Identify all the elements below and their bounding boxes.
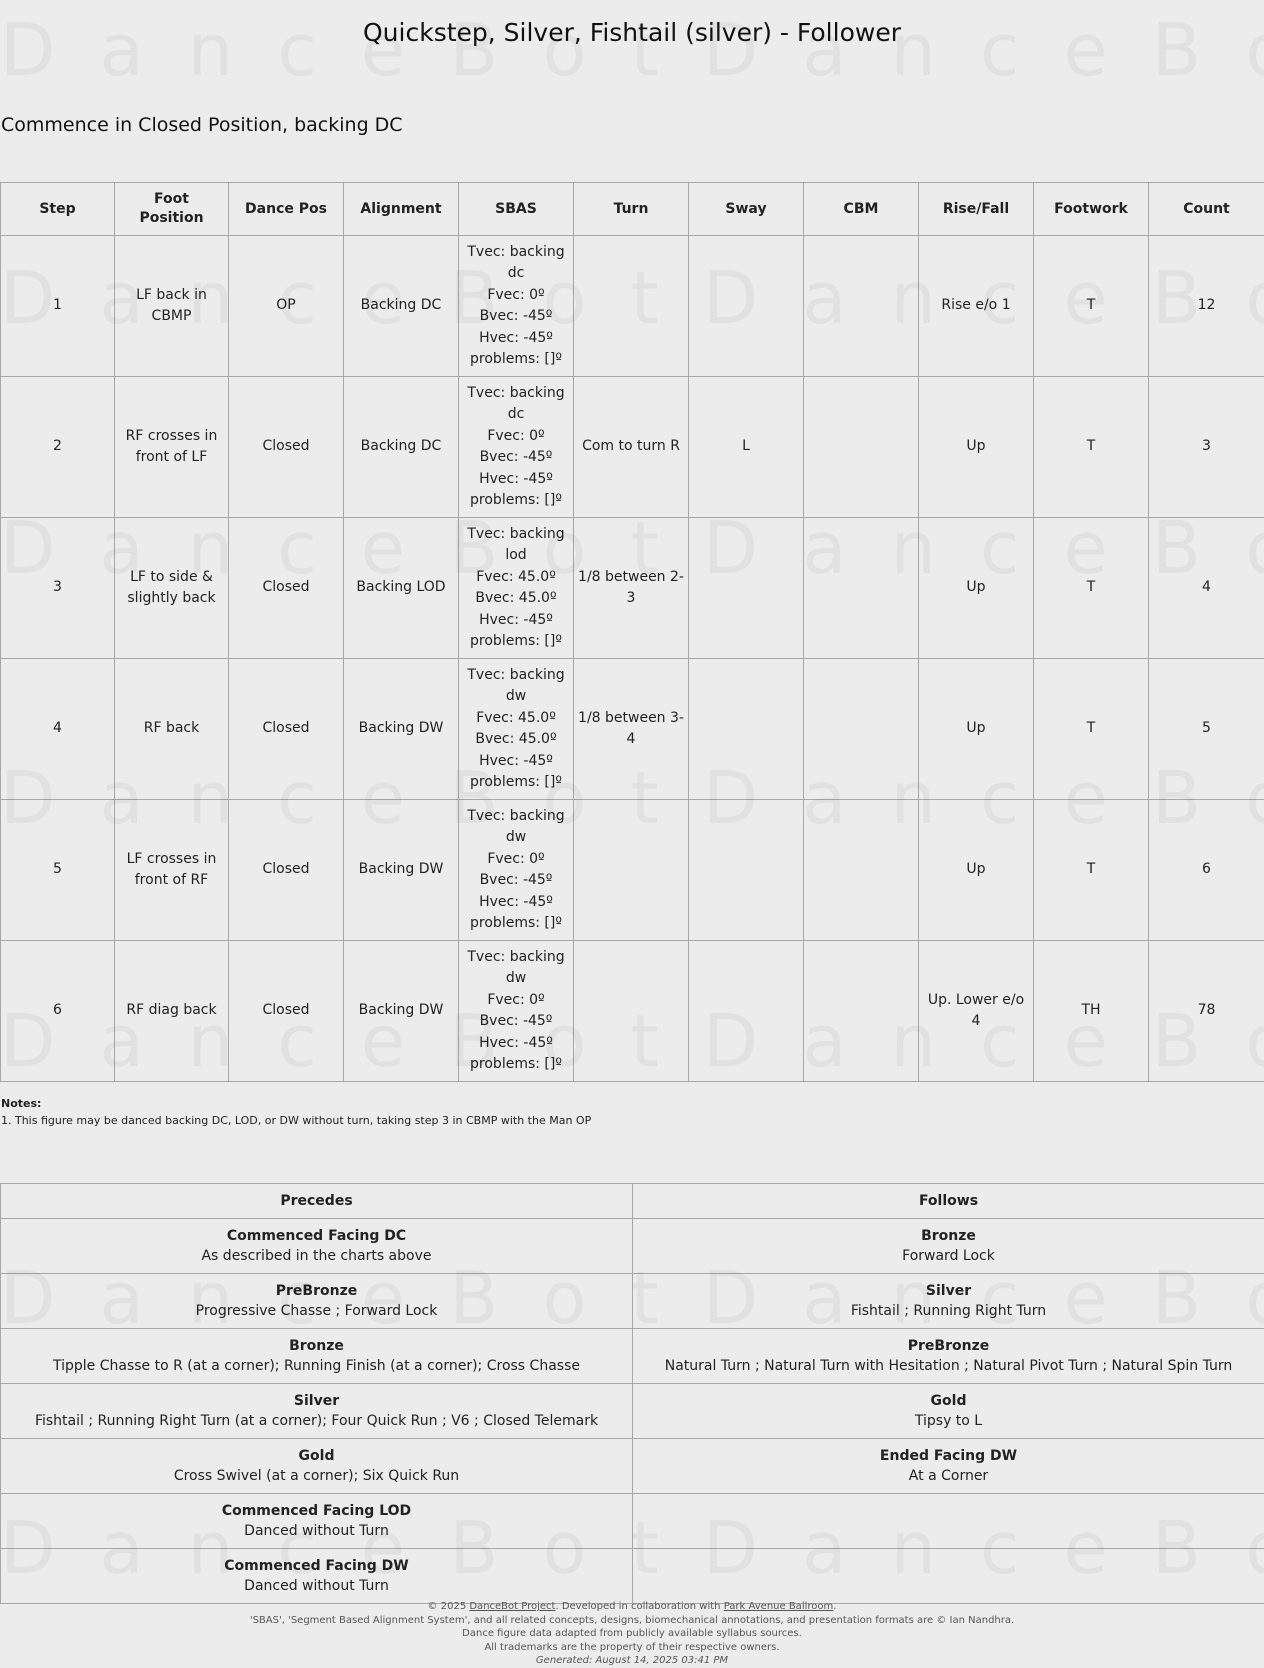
cbm-cell — [804, 377, 919, 518]
step-row — [1, 518, 1264, 659]
footer-trademarks: All trademarks are the property of their respective owners. — [484, 1641, 780, 1653]
turn-cell — [574, 941, 689, 1082]
follows-group-label: Silver — [925, 1283, 972, 1299]
page-title: Quickstep, Silver, Fishtail (silver) - Follower — [363, 18, 901, 47]
rise-fall-cell: Rise e/o 1 — [919, 236, 1034, 377]
precedes-group-label: Silver — [293, 1393, 340, 1409]
turn-cell: Com to turn R — [574, 377, 689, 518]
step-number-cell: 2 — [1, 377, 115, 518]
precedes-figures: Progressive Chasse ; Forward Lock — [195, 1303, 438, 1319]
sbas-cell — [459, 236, 574, 377]
footer — [0, 1600, 1264, 1668]
notes-heading: Notes: — [1, 1097, 42, 1110]
precedes-group-label: Bronze — [289, 1338, 344, 1354]
footer-generated: Generated: August 14, 2025 03:41 PM — [535, 1655, 729, 1666]
step-row — [1, 236, 1264, 377]
sway-cell: L — [689, 377, 804, 518]
turn-cell: 1/8 between 3-4 — [574, 659, 689, 800]
turn-cell: 1/8 between 2-3 — [574, 518, 689, 659]
sbas-line: problems: []º — [470, 915, 562, 931]
sbas-line: Hvec: -45º — [479, 329, 553, 346]
follows-header: Follows — [633, 1184, 1264, 1219]
sbas-line: Hvec: -45º — [479, 470, 553, 487]
sbas-line: Bvec: 45.0º — [475, 590, 557, 606]
sway-cell — [689, 236, 804, 377]
step-number-cell: 3 — [1, 518, 115, 659]
precedes-cell — [1, 1384, 633, 1439]
sbas-line: Hvec: -45º — [479, 752, 553, 769]
sbas-line: Fvec: 45.0º — [476, 568, 556, 585]
sbas-line: Hvec: -45º — [479, 1034, 553, 1051]
step-number-cell: 4 — [1, 659, 115, 800]
alignment-cell: Backing DC — [344, 236, 459, 377]
note-item: 1. This figure may be danced backing DC, LOD, or DW without turn, taking step 3 in CBMP with the Man OP — [1, 1114, 592, 1127]
sbas-line: Fvec: 0º — [487, 850, 545, 867]
footwork-cell: T — [1034, 518, 1149, 659]
follows-cell — [633, 1329, 1264, 1384]
sbas-line: Bvec: 45.0º — [475, 731, 557, 747]
precedes-cell — [1, 1494, 633, 1549]
dance-pos-cell: Closed — [229, 377, 344, 518]
precedes-figures: As described in the charts above — [201, 1248, 432, 1264]
foot-position-cell: RF back — [115, 659, 229, 800]
alignment-cell: Backing LOD — [344, 518, 459, 659]
sbas-line: Fvec: 0º — [487, 286, 545, 303]
follows-figures: Fishtail ; Running Right Turn — [850, 1303, 1047, 1319]
follows-figures: At a Corner — [908, 1468, 989, 1484]
column-header: SBAS — [459, 183, 574, 236]
footwork-cell: T — [1034, 377, 1149, 518]
foot-position-cell: RF crosses in front of LF — [115, 377, 229, 518]
follows-group-label: Gold — [930, 1393, 967, 1409]
cbm-cell — [804, 800, 919, 941]
sbas-line: Fvec: 0º — [487, 991, 545, 1008]
dance-pos-cell: OP — [229, 236, 344, 377]
foot-position-cell: LF back in CBMP — [115, 236, 229, 377]
step-row — [1, 800, 1264, 941]
cbm-cell — [804, 236, 919, 377]
column-header: Foot Position — [115, 183, 229, 236]
precedes-cell — [1, 1439, 633, 1494]
cbm-cell — [804, 518, 919, 659]
follows-group-label: Bronze — [921, 1228, 976, 1244]
relation-row — [1, 1549, 1264, 1604]
alignment-cell: Backing DW — [344, 800, 459, 941]
rise-fall-cell: Up — [919, 800, 1034, 941]
precedes-cell — [1, 1549, 633, 1604]
cbm-cell — [804, 659, 919, 800]
precedes-figures: Fishtail ; Running Right Turn (at a corner); Four Quick Run ; V6 ; Closed Telemark — [34, 1413, 599, 1429]
follows-group-label: Ended Facing DW — [879, 1448, 1018, 1464]
column-header: Footwork — [1034, 183, 1149, 236]
column-header: Sway — [689, 183, 804, 236]
turn-cell — [574, 800, 689, 941]
sbas-line: problems: []º — [470, 492, 562, 508]
precedes-group-label: Commenced Facing DW — [224, 1558, 409, 1574]
follows-group-label: PreBronze — [907, 1338, 990, 1354]
follows-figures: Forward Lock — [902, 1248, 995, 1264]
sbas-line: Fvec: 0º — [487, 427, 545, 444]
sway-cell — [689, 518, 804, 659]
sbas-line: Tvec: backing dw — [467, 807, 565, 845]
count-cell: 78 — [1149, 941, 1264, 1082]
column-header: Count — [1149, 183, 1264, 236]
relations-header-row — [1, 1184, 1264, 1219]
follows-cell — [633, 1219, 1264, 1274]
footer-data-source: Dance figure data adapted from publicly available syllabus sources. — [462, 1628, 802, 1639]
step-row — [1, 941, 1264, 1082]
rise-fall-cell: Up — [919, 518, 1034, 659]
sway-cell — [689, 659, 804, 800]
relation-row — [1, 1329, 1264, 1384]
sbas-line: Fvec: 45.0º — [476, 709, 556, 726]
column-header: Alignment — [344, 183, 459, 236]
dance-pos-cell: Closed — [229, 659, 344, 800]
rise-fall-cell: Up — [919, 377, 1034, 518]
step-number-cell: 5 — [1, 800, 115, 941]
collab-text: . Developed in collaboration with — [555, 1601, 724, 1612]
sway-cell — [689, 941, 804, 1082]
alignment-cell: Backing DW — [344, 659, 459, 800]
rise-fall-cell: Up. Lower e/o 4 — [919, 941, 1034, 1082]
column-header: Rise/Fall — [919, 183, 1034, 236]
step-number-cell: 1 — [1, 236, 115, 377]
sbas-line: Hvec: -45º — [479, 611, 553, 628]
precedes-follows-table — [0, 1183, 1264, 1604]
column-header: Step — [1, 183, 115, 236]
footer-copyright — [0, 1600, 1264, 1614]
count-cell: 12 — [1149, 236, 1264, 377]
sbas-line: problems: []º — [470, 351, 562, 367]
park-avenue-ballroom-link[interactable]: Park Avenue Ballroom — [723, 1601, 834, 1612]
period-text: . — [833, 1601, 837, 1612]
precedes-group-label: Commenced Facing LOD — [221, 1503, 412, 1519]
sbas-line: Hvec: -45º — [479, 893, 553, 910]
precedes-figures: Danced without Turn — [244, 1523, 389, 1539]
foot-position-cell: LF crosses in front of RF — [115, 800, 229, 941]
copyright-text: © 2025 — [427, 1601, 470, 1612]
sbas-line: Tvec: backing dw — [467, 948, 565, 986]
count-cell: 4 — [1149, 518, 1264, 659]
notes — [1, 1095, 591, 1129]
page-subtitle: Commence in Closed Position, backing DC — [1, 114, 403, 136]
precedes-group-label: Gold — [298, 1448, 335, 1464]
dance-pos-cell: Closed — [229, 941, 344, 1082]
footwork-cell: T — [1034, 236, 1149, 377]
dance-pos-cell: Closed — [229, 518, 344, 659]
precedes-cell — [1, 1274, 633, 1329]
relation-row — [1, 1274, 1264, 1329]
count-cell: 6 — [1149, 800, 1264, 941]
sbas-line: problems: []º — [470, 1056, 562, 1072]
count-cell: 5 — [1149, 659, 1264, 800]
sbas-line: Tvec: backing dc — [467, 243, 565, 281]
rise-fall-cell: Up — [919, 659, 1034, 800]
foot-position-cell: LF to side & slightly back — [115, 518, 229, 659]
sbas-line: Bvec: -45º — [479, 449, 553, 465]
step-number-cell: 6 — [1, 941, 115, 1082]
step-row — [1, 659, 1264, 800]
sbas-line: Tvec: backing dc — [467, 384, 565, 422]
steps-table — [0, 182, 1264, 1082]
precedes-cell — [1, 1219, 633, 1274]
cbm-cell — [804, 941, 919, 1082]
follows-figures: Tipsy to L — [914, 1413, 983, 1429]
follows-cell — [633, 1384, 1264, 1439]
dancebot-project-link[interactable]: DanceBot Project — [469, 1601, 556, 1612]
sbas-cell — [459, 800, 574, 941]
relation-row — [1, 1494, 1264, 1549]
footwork-cell: TH — [1034, 941, 1149, 1082]
follows-cell — [633, 1274, 1264, 1329]
alignment-cell: Backing DC — [344, 377, 459, 518]
precedes-figures: Tipple Chasse to R (at a corner); Running Finish (at a corner); Cross Chasse — [53, 1358, 580, 1374]
sbas-line: Tvec: backing dw — [467, 666, 565, 704]
sbas-line: Tvec: backing lod — [467, 525, 565, 563]
follows-cell — [633, 1494, 1264, 1549]
sbas-cell — [459, 377, 574, 518]
precedes-figures: Danced without Turn — [244, 1578, 389, 1594]
count-cell: 3 — [1149, 377, 1264, 518]
sbas-line: Bvec: -45º — [479, 872, 553, 888]
precedes-header: Precedes — [1, 1184, 633, 1219]
sway-cell — [689, 800, 804, 941]
column-header: Dance Pos — [229, 183, 344, 236]
column-header: CBM — [804, 183, 919, 236]
sbas-cell — [459, 659, 574, 800]
footer-sbas-notice: 'SBAS', 'Segment Based Alignment System', and all related concepts, designs, biomechanical annotations, and presentation formats are © Ian Nandhra. — [249, 1614, 1015, 1626]
sbas-line: Bvec: -45º — [479, 1013, 553, 1029]
footwork-cell: T — [1034, 800, 1149, 941]
turn-cell — [574, 236, 689, 377]
precedes-group-label: Commenced Facing DC — [226, 1228, 407, 1244]
column-header: Turn — [574, 183, 689, 236]
relation-row — [1, 1219, 1264, 1274]
precedes-figures: Cross Swivel (at a corner); Six Quick Run — [173, 1468, 460, 1484]
dance-pos-cell: Closed — [229, 800, 344, 941]
precedes-cell — [1, 1329, 633, 1384]
sbas-line: Bvec: -45º — [479, 308, 553, 324]
relation-row — [1, 1384, 1264, 1439]
sbas-line: problems: []º — [470, 774, 562, 790]
relation-row — [1, 1439, 1264, 1494]
follows-figures: Natural Turn ; Natural Turn with Hesitation ; Natural Pivot Turn ; Natural Spin Turn — [664, 1358, 1233, 1374]
precedes-group-label: PreBronze — [275, 1283, 358, 1299]
steps-header-row — [1, 183, 1264, 236]
step-row — [1, 377, 1264, 518]
foot-position-cell: RF diag back — [115, 941, 229, 1082]
sbas-line: problems: []º — [470, 633, 562, 649]
sbas-cell — [459, 518, 574, 659]
footwork-cell: T — [1034, 659, 1149, 800]
alignment-cell: Backing DW — [344, 941, 459, 1082]
follows-cell — [633, 1549, 1264, 1604]
sbas-cell — [459, 941, 574, 1082]
follows-cell — [633, 1439, 1264, 1494]
